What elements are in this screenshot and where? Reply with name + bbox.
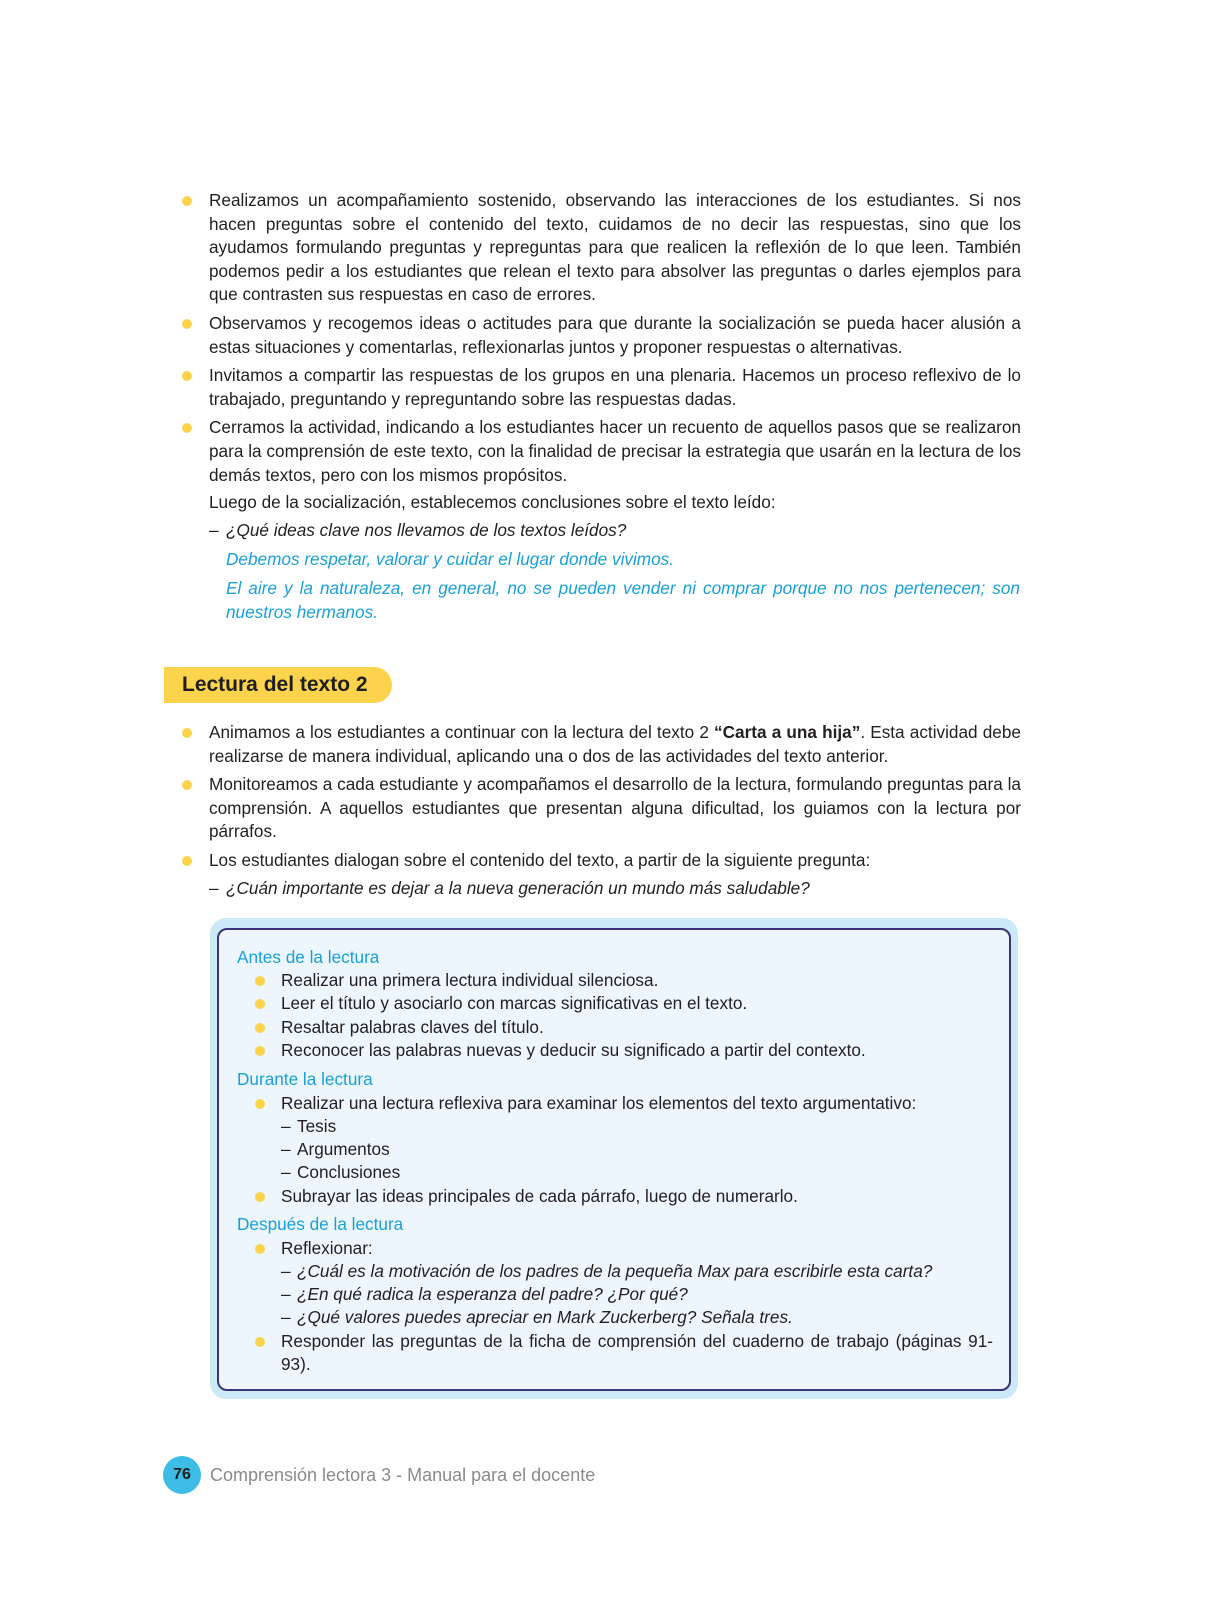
bullet-icon xyxy=(182,196,192,206)
discussion-question-text: ¿Cuán importante es dejar a la nueva generación un mundo más saludable? xyxy=(226,878,810,898)
durante-heading: Durante la lectura xyxy=(237,1069,373,1089)
list-item xyxy=(181,773,1021,844)
bullet-icon xyxy=(182,371,192,381)
bullet-icon xyxy=(255,976,265,986)
conclusion-intro: Luego de la socialización, establecemos conclusiones sobre el texto leído: xyxy=(209,492,776,512)
page-number: 76 xyxy=(163,1456,201,1494)
dash-icon: – xyxy=(281,1116,291,1136)
bullet-icon xyxy=(255,1023,265,1033)
item-text: Leer el título y asociarlo con marcas significativas en el texto. xyxy=(281,993,748,1013)
footer-title: Comprensión lectora 3 - Manual para el docente xyxy=(210,1465,596,1485)
item-text: Resaltar palabras claves del título. xyxy=(281,1017,544,1037)
list-item xyxy=(253,1185,993,1208)
item-text: Realizar una lectura reflexiva para examinar los elementos del texto argumentativo: xyxy=(281,1093,917,1113)
dash-icon: – xyxy=(281,1139,291,1159)
bullet-icon xyxy=(182,780,192,790)
dash-icon: – xyxy=(281,1284,291,1304)
answer-1: Debemos respetar, valorar y cuidar el lugar donde vivimos. xyxy=(226,549,675,569)
key-question xyxy=(209,519,1019,543)
bullet-icon xyxy=(182,728,192,738)
sub-item xyxy=(281,1283,688,1306)
sub-item-text: ¿Qué valores puedes apreciar en Mark Zuckerberg? Señala tres. xyxy=(297,1307,793,1327)
list-item xyxy=(253,1330,993,1377)
bullet-icon xyxy=(182,319,192,329)
item-text: Realizar una primera lectura individual silenciosa. xyxy=(281,970,659,990)
bullet-icon xyxy=(182,856,192,866)
section1-bullet-list xyxy=(181,189,1021,487)
sub-item-text: Conclusiones xyxy=(297,1162,401,1182)
list-item xyxy=(253,1092,993,1115)
list-item xyxy=(181,189,1021,307)
bullet-icon xyxy=(255,1046,265,1056)
sub-item-text: ¿Cuál es la motivación de los padres de la pequeña Max para escribirle esta carta? xyxy=(297,1261,933,1281)
answer-2: El aire y la naturaleza, en general, no se pueden vender ni comprar porque no nos pertenecen; son nuestros hermanos. xyxy=(226,578,1020,622)
sub-item xyxy=(281,1115,336,1138)
sub-item xyxy=(281,1306,793,1329)
dash-icon: – xyxy=(281,1261,291,1281)
sub-item xyxy=(281,1138,390,1161)
bullet-text: Invitamos a compartir las respuestas de los grupos en una plenaria. Hacemos un proceso reflexivo de lo trabajado, preguntando y repreguntando sobre las respuestas dadas. xyxy=(209,365,1021,409)
discussion-question xyxy=(209,877,1019,901)
section-heading: Lectura del texto 2 xyxy=(164,667,392,703)
bullet-text: Animamos a los estudiantes a continuar con la lectura del texto 2 xyxy=(209,722,715,742)
bullet-icon xyxy=(255,1192,265,1202)
antes-heading: Antes de la lectura xyxy=(237,947,380,967)
item-text: Subrayar las ideas principales de cada párrafo, luego de numerarlo. xyxy=(281,1186,798,1206)
sub-item-text: ¿En qué radica la esperanza del padre? ¿Por qué? xyxy=(297,1284,688,1304)
list-item xyxy=(253,1016,993,1039)
list-item xyxy=(253,992,993,1015)
list-item xyxy=(181,416,1021,487)
list-item xyxy=(253,1237,993,1260)
bullet-text: Monitoreamos a cada estudiante y acompañamos el desarrollo de la lectura, formulando preguntas para la comprensión. A aquellos estudiantes que presentan alguna dificultad, los guiamos con la lectura por párrafos. xyxy=(209,774,1021,842)
bullet-icon xyxy=(182,423,192,433)
item-text: Responder las preguntas de la ficha de comprensión del cuaderno de trabajo (páginas 91-93). xyxy=(281,1331,993,1375)
bullet-icon xyxy=(255,1099,265,1109)
bullet-text: . Esta actividad debe realizarse de manera individual, aplicando una o dos de las actividades del texto anterior. xyxy=(209,722,1021,766)
bullet-icon xyxy=(255,999,265,1009)
item-text: Reflexionar: xyxy=(281,1238,373,1258)
list-item xyxy=(181,849,1021,873)
bullet-text: Observamos y recogemos ideas o actitudes para que durante la socialización se pueda hacer alusión a estas situaciones y comentarlas, reflexionarlas juntos y proponer respuestas o alternativas. xyxy=(209,312,1021,357)
sub-item xyxy=(281,1161,400,1184)
sub-item-text: Argumentos xyxy=(297,1139,390,1159)
section2-bullet-list xyxy=(181,721,1021,873)
bullet-text: Los estudiantes dialogan sobre el contenido del texto, a partir de la siguiente pregunta: xyxy=(209,849,871,870)
list-item xyxy=(181,312,1021,359)
dash-icon: – xyxy=(209,520,219,540)
bullet-text: Realizamos un acompañamiento sostenido, observando las interacciones de los estudiantes. Si nos hacen preguntas sobre el contenido del texto, cuidamos de no decir las respuestas, sino que los ayudamos formulando preguntas y repreguntas para que realicen la reflexión de lo que leen. También podemos pedir a los estudiantes que relean el texto para absolver las preguntas o darles ejemplos para que contrasten sus respuestas en caso de errores. xyxy=(209,190,1021,305)
bullet-icon xyxy=(255,1244,265,1254)
list-item xyxy=(253,969,993,992)
list-item xyxy=(253,1039,993,1062)
item-text: Reconocer las palabras nuevas y deducir su significado a partir del contexto. xyxy=(281,1040,866,1060)
text-title: “Carta a una hija” xyxy=(714,722,861,742)
dash-icon: – xyxy=(209,878,219,898)
list-item xyxy=(181,721,1021,768)
dash-icon: – xyxy=(281,1307,291,1327)
sub-item-text: Tesis xyxy=(297,1116,337,1136)
key-question-text: ¿Qué ideas clave nos llevamos de los textos leídos? xyxy=(226,520,627,540)
dash-icon: – xyxy=(281,1162,291,1182)
despues-heading: Después de la lectura xyxy=(237,1214,404,1234)
bullet-text: Cerramos la actividad, indicando a los estudiantes hacer un recuento de aquellos pasos que se realizaron para la comprensión de este texto, con la finalidad de precisar la estrategia que usarán en la lectura de los demás textos, pero con los mismos propósitos. xyxy=(209,417,1021,485)
bullet-icon xyxy=(255,1337,265,1347)
list-item xyxy=(181,364,1021,411)
sub-item xyxy=(281,1260,932,1283)
